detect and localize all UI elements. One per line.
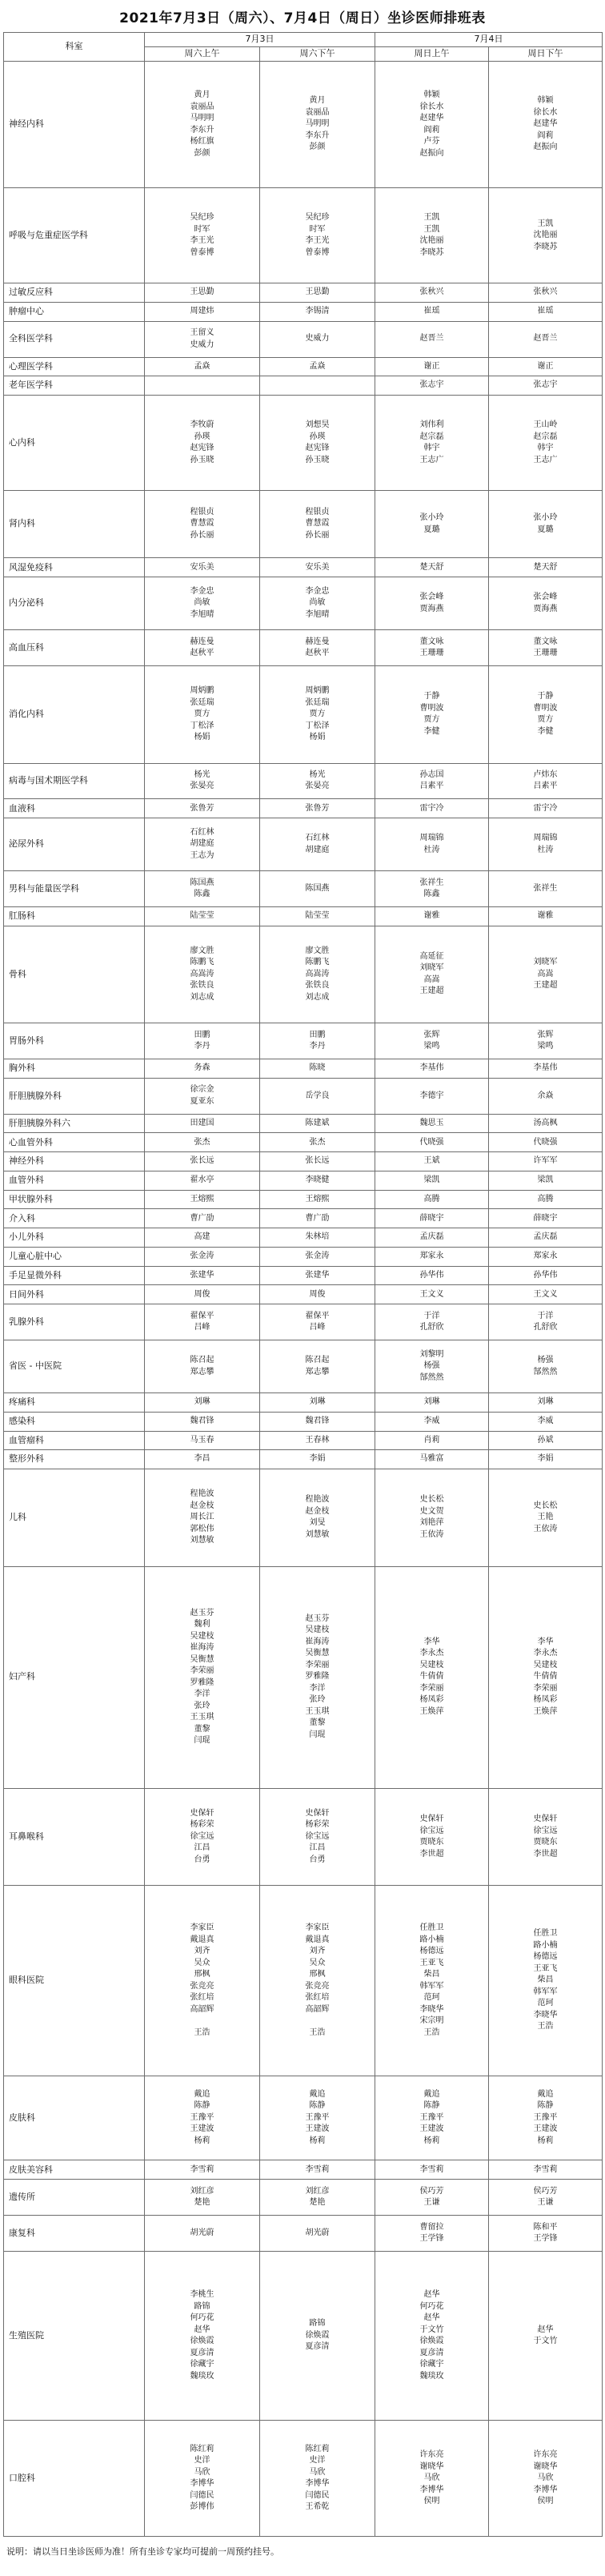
table-row [4, 1340, 603, 1393]
table-row [4, 1209, 603, 1228]
doctor-cell: 翟保平 吕峰 [145, 1304, 260, 1340]
doctor-cell: 杨强 郜然然 [489, 1340, 603, 1393]
doctor-cell: 李家臣 戴退真 刘齐 吴众 邢枫 张竞亮 张红培 高韶辉 王浩 [145, 1886, 260, 2076]
dept-cell: 甲状腺外科 [4, 1190, 145, 1209]
dept-cell: 感染科 [4, 1412, 145, 1431]
doctor-cell: 许军军 [489, 1152, 603, 1171]
doctor-cell: 史长松 史文贺 刘艳萍 王依涛 [375, 1469, 489, 1566]
doctor-cell: 杨光 张晏亮 [145, 763, 260, 799]
dept-cell: 高血压科 [4, 630, 145, 666]
doctor-cell: 崔瑶 [489, 302, 603, 321]
dept-cell: 泌尿外科 [4, 818, 145, 871]
doctor-cell: 张长远 [260, 1152, 375, 1171]
doctor-cell: 李德宇 [375, 1078, 489, 1114]
doctor-cell: 徐宗金 夏亚东 [145, 1078, 260, 1114]
doctor-cell: 李雪莉 [489, 2160, 603, 2180]
dept-cell: 儿科 [4, 1469, 145, 1566]
doctor-cell: 李雪莉 [260, 2160, 375, 2180]
table-row [4, 2076, 603, 2160]
doctor-cell: 韩颖 徐长水 赵建华 阎莉 卢芬 赵振向 [375, 62, 489, 188]
doctor-cell: 胡光蔚 [260, 2216, 375, 2252]
doctor-cell: 刘红彦 楚艳 [260, 2180, 375, 2216]
schedule-table [3, 32, 603, 2537]
doctor-cell: 梁凯 [489, 1171, 603, 1190]
doctor-cell: 史保轩 徐宝远 贾晓东 李世超 [375, 1788, 489, 1885]
doctor-cell: 代晓强 [375, 1133, 489, 1152]
doctor-cell: 李金忠 尚敏 李旭晴 [145, 577, 260, 630]
table-row [4, 1133, 603, 1152]
dept-cell: 呼吸与危重症医学科 [4, 188, 145, 283]
table-row [4, 1304, 603, 1340]
table-row [4, 2251, 603, 2420]
doctor-cell: 雷宇冷 [489, 799, 603, 818]
doctor-cell: 孙斌 [489, 1431, 603, 1450]
doctor-cell: 许东亮 谢晓华 马欣 李博华 侯明 [489, 2421, 603, 2537]
doctor-cell: 周建炜 [145, 302, 260, 321]
table-row [4, 1078, 603, 1114]
dept-cell: 耳鼻喉科 [4, 1788, 145, 1885]
table-row [4, 490, 603, 558]
doctor-cell: 李娟 [489, 1450, 603, 1469]
table-row [4, 666, 603, 763]
doctor-cell: 务森 [145, 1059, 260, 1079]
doctor-cell: 张会峰 贾海燕 [375, 577, 489, 630]
doctor-cell: 孟庆磊 [375, 1228, 489, 1248]
doctor-cell: 谢正 [489, 357, 603, 376]
doctor-cell: 李晓健 [260, 1171, 375, 1190]
header-slot: 周日下午 [489, 47, 603, 62]
table-row [4, 577, 603, 630]
doctor-cell: 周瑞锦 杜涛 [375, 818, 489, 871]
doctor-cell: 安乐美 [260, 558, 375, 577]
doctor-cell: 于静 曹明波 贾方 李健 [489, 666, 603, 763]
doctor-cell: 陈建斌 [260, 1114, 375, 1133]
table-row [4, 799, 603, 818]
doctor-cell: 朱林培 [260, 1228, 375, 1248]
doctor-cell: 石红林 胡建庭 [260, 818, 375, 871]
doctor-cell: 王思勤 [145, 283, 260, 303]
doctor-cell: 翟水亭 [145, 1171, 260, 1190]
doctor-cell: 周俊 [145, 1285, 260, 1304]
table-row [4, 871, 603, 907]
doctor-cell: 于静 曹明波 贾方 李健 [375, 666, 489, 763]
doctor-cell: 李基伟 [489, 1059, 603, 1079]
header-slot: 周六上午 [145, 47, 260, 62]
doctor-cell: 张辉 梁鸣 [489, 1023, 603, 1059]
table-row [4, 1788, 603, 1885]
doctor-cell: 张鲁芳 [260, 799, 375, 818]
table-row [4, 1228, 603, 1248]
doctor-cell: 李锡清 [260, 302, 375, 321]
doctor-cell: 王留义 史威力 [145, 321, 260, 357]
doctor-cell: 魏君锋 [145, 1412, 260, 1431]
doctor-cell: 石红林 胡建庭 王志为 [145, 818, 260, 871]
table-row [4, 1450, 603, 1469]
doctor-cell: 史威力 [260, 321, 375, 357]
doctor-cell: 薛晓宇 [375, 1209, 489, 1228]
table-row [4, 630, 603, 666]
table-row [4, 1469, 603, 1566]
table-row [4, 1171, 603, 1190]
doctor-cell: 陈国燕 陈鑫 [145, 871, 260, 907]
table-row [4, 1266, 603, 1285]
dept-cell: 骨科 [4, 926, 145, 1023]
dept-cell: 康复科 [4, 2216, 145, 2252]
doctor-cell: 曹广劭 [145, 1209, 260, 1228]
doctor-cell: 高腾 [375, 1190, 489, 1209]
footnote: 说明：请以当日坐诊医师为准！所有坐诊专家均可提前一周预约挂号。 [6, 2546, 279, 2557]
table-row [4, 1393, 603, 1413]
table-row [4, 558, 603, 577]
doctor-cell: 张秋兴 [489, 283, 603, 303]
dept-cell: 心理医学科 [4, 357, 145, 376]
dept-cell: 疼痛科 [4, 1393, 145, 1413]
doctor-cell: 李雪莉 [375, 2160, 489, 2180]
doctor-cell: 刘琳 [489, 1393, 603, 1413]
dept-cell: 消化内科 [4, 666, 145, 763]
table-row [4, 926, 603, 1023]
doctor-cell: 程银贞 曹慧霞 孙长丽 [260, 490, 375, 558]
dept-cell: 心血管外科 [4, 1133, 145, 1152]
doctor-cell: 赵华 于文竹 [489, 2251, 603, 2420]
doctor-cell: 黄月 袁丽品 马明明 李东升 彭颜 [260, 62, 375, 188]
table-row [4, 283, 603, 303]
dept-cell: 心内科 [4, 396, 145, 491]
doctor-cell: 曹广劭 [260, 1209, 375, 1228]
doctor-cell: 赵玉芬 魏利 吴建枝 崔海涛 吴衡慧 李荣丽 罗雅隆 李洋 张玲 王玉琪 董黎 闫琨 [145, 1566, 260, 1788]
doctor-cell: 张金涛 [145, 1247, 260, 1266]
dept-cell: 介入科 [4, 1209, 145, 1228]
doctor-cell: 李家臣 戴退真 刘齐 吴众 邢枫 张竞亮 张红培 高韶辉 王浩 [260, 1886, 375, 2076]
doctor-cell: 魏思玉 [375, 1114, 489, 1133]
dept-cell: 病毒与国术期医学科 [4, 763, 145, 799]
doctor-cell: 翟保平 吕峰 [260, 1304, 375, 1340]
dept-cell: 过敏反应科 [4, 283, 145, 303]
doctor-cell: 张金涛 [260, 1247, 375, 1266]
table-row [4, 1886, 603, 2076]
doctor-cell: 刘琳 [260, 1393, 375, 1413]
dept-cell: 口腔科 [4, 2421, 145, 2537]
doctor-cell: 张志宇 [489, 376, 603, 396]
doctor-cell: 吴纪珍 时军 李王光 曾泰博 [260, 188, 375, 283]
doctor-cell: 陈国燕 [260, 871, 375, 907]
doctor-cell: 赵晋兰 [489, 321, 603, 357]
doctor-cell [145, 376, 260, 396]
table-row [4, 62, 603, 188]
dept-cell: 血管外科 [4, 1171, 145, 1190]
doctor-cell: 周炳鹏 张廷瑞 贾方 丁松泽 杨娟 [145, 666, 260, 763]
doctor-cell: 程艳波 赵金枝 刘旻 刘慧敏 [260, 1469, 375, 1566]
doctor-cell: 韩颖 徐长水 赵建华 阎莉 赵振向 [489, 62, 603, 188]
doctor-cell: 赵华 何巧花 赵华 于文竹 徐焕霞 夏彦清 徐藏宇 魏琰玫 [375, 2251, 489, 2420]
table-row [4, 2216, 603, 2252]
doctor-cell: 梁凯 [375, 1171, 489, 1190]
table-row [4, 396, 603, 491]
doctor-cell: 孙华伟 [375, 1266, 489, 1285]
doctor-cell: 程艳波 赵金枝 周长江 郭松伟 刘慧敏 [145, 1469, 260, 1566]
doctor-cell: 张建华 [145, 1266, 260, 1285]
table-row [4, 1431, 603, 1450]
doctor-cell: 周炳鹏 张廷瑞 贾方 丁松泽 杨娟 [260, 666, 375, 763]
doctor-cell: 代晓强 [489, 1133, 603, 1152]
dept-cell: 省医 - 中医院 [4, 1340, 145, 1393]
doctor-cell: 薛晓宇 [489, 1209, 603, 1228]
doctor-cell: 刘伟利 赵宗磊 韩宇 王志广 [375, 396, 489, 491]
doctor-cell: 吴纪珍 时军 李王光 曾泰博 [145, 188, 260, 283]
dept-cell: 血液科 [4, 799, 145, 818]
doctor-cell: 田建国 [145, 1114, 260, 1133]
doctor-cell: 许东亮 谢晓华 马欣 李博华 侯明 [375, 2421, 489, 2537]
doctor-cell: 刘黎明 杨强 郜然然 [375, 1340, 489, 1393]
doctor-cell: 楚天舒 [375, 558, 489, 577]
dept-cell: 血管瘤科 [4, 1431, 145, 1450]
doctor-cell: 张杰 [145, 1133, 260, 1152]
doctor-cell: 陈召起 郑志攀 [260, 1340, 375, 1393]
dept-cell: 胃肠外科 [4, 1023, 145, 1059]
dept-cell: 老年医学科 [4, 376, 145, 396]
doctor-cell: 陈和平 王学锋 [489, 2216, 603, 2252]
doctor-cell: 郑家永 [489, 1247, 603, 1266]
doctor-cell: 于洋 孔舒欣 [375, 1304, 489, 1340]
doctor-cell: 戴追 陈静 王豫平 王建波 杨莉 [375, 2076, 489, 2160]
doctor-cell: 王熔熙 [260, 1190, 375, 1209]
doctor-cell: 李桃生 路锦 何巧花 赵华 徐焕霞 夏彦清 徐藏宇 魏琰玫 [145, 2251, 260, 2420]
doctor-cell: 廖文胜 陈鹏飞 高嵩涛 张铁良 刘志成 [145, 926, 260, 1023]
doctor-cell: 张志宇 [375, 376, 489, 396]
doctor-cell: 戴追 陈静 王豫平 王建波 杨莉 [260, 2076, 375, 2160]
table-row [4, 2160, 603, 2180]
dept-cell: 儿童心脏中心 [4, 1247, 145, 1266]
doctor-cell: 张杰 [260, 1133, 375, 1152]
doctor-cell: 张祥生 陈鑫 [375, 871, 489, 907]
doctor-cell: 孟焱 [260, 357, 375, 376]
doctor-cell: 董文咏 王珊珊 [489, 630, 603, 666]
doctor-cell: 张长远 [145, 1152, 260, 1171]
doctor-cell: 任胜卫 路小楠 杨德远 王亚飞 柴昌 韩军军 范珂 李晓华 王浩 [489, 1886, 603, 2076]
table-row [4, 1152, 603, 1171]
dept-cell: 整形外科 [4, 1450, 145, 1469]
doctor-cell: 岳学良 [260, 1078, 375, 1114]
doctor-cell: 马玉春 [145, 1431, 260, 1450]
table-row [4, 1114, 603, 1133]
table-row [4, 302, 603, 321]
doctor-cell: 侯巧芳 王谦 [489, 2180, 603, 2216]
doctor-cell: 陈晓 [260, 1059, 375, 1079]
dept-cell: 皮肤美容科 [4, 2160, 145, 2180]
doctor-cell: 陈红莉 史洋 马欣 李博华 闫德民 王希乾 [260, 2421, 375, 2537]
table-row [4, 763, 603, 799]
doctor-cell: 陆莹莹 [145, 907, 260, 926]
doctor-cell: 史长松 王艳 王依涛 [489, 1469, 603, 1566]
table-row [4, 1285, 603, 1304]
doctor-cell: 刘琳 [375, 1393, 489, 1413]
doctor-cell: 谢雅 [375, 907, 489, 926]
doctor-cell: 肖莉 [375, 1431, 489, 1450]
doctor-cell: 楚天舒 [489, 558, 603, 577]
doctor-cell: 张鲁芳 [145, 799, 260, 818]
header-day2: 7月4日 [375, 33, 603, 47]
doctor-cell: 李基伟 [375, 1059, 489, 1079]
dept-cell: 肝胆胰腺外科 [4, 1078, 145, 1114]
doctor-cell: 王山岭 赵宗磊 韩宇 王志广 [489, 396, 603, 491]
table-row [4, 1059, 603, 1079]
header-dept: 科室 [4, 33, 145, 62]
dept-cell: 肿瘤中心 [4, 302, 145, 321]
doctor-cell: 王文义 [375, 1285, 489, 1304]
dept-cell: 全科医学科 [4, 321, 145, 357]
doctor-cell: 张建华 [260, 1266, 375, 1285]
doctor-cell: 田鹏 李丹 [145, 1023, 260, 1059]
doctor-cell: 刘红彦 楚艳 [145, 2180, 260, 2216]
doctor-cell: 王春林 [260, 1431, 375, 1450]
dept-cell: 神经外科 [4, 1152, 145, 1171]
doctor-cell: 赫连曼 赵秋平 [260, 630, 375, 666]
doctor-cell: 张小玲 夏璐 [489, 490, 603, 558]
doctor-cell: 廖文胜 陈鹏飞 高嵩涛 张铁良 刘志成 [260, 926, 375, 1023]
page-title: 2021年7月3日（周六）、7月4日（周日）坐诊医师排班表 [119, 10, 486, 26]
dept-cell: 风湿免疫科 [4, 558, 145, 577]
dept-cell: 眼科医院 [4, 1886, 145, 2076]
doctor-cell: 张小玲 夏璐 [375, 490, 489, 558]
doctor-cell: 李华 李永杰 吴建枝 牛倩倩 李荣丽 杨凤彩 王焕萍 [375, 1566, 489, 1788]
dept-cell: 手足显微外科 [4, 1266, 145, 1285]
doctor-cell: 李昌 [145, 1450, 260, 1469]
doctor-cell: 李雪莉 [145, 2160, 260, 2180]
dept-cell: 乳腺外科 [4, 1304, 145, 1340]
doctor-cell: 孙志国 吕素平 [375, 763, 489, 799]
doctor-cell: 戴追 陈静 王豫平 王建波 杨莉 [145, 2076, 260, 2160]
doctor-cell: 王凯 王凯 沈艳丽 李晓苏 [375, 188, 489, 283]
table-row [4, 1412, 603, 1431]
table-row [4, 1566, 603, 1788]
doctor-cell: 张会峰 贾海燕 [489, 577, 603, 630]
header-slot: 周六下午 [260, 47, 375, 62]
doctor-cell: 李牧蔚 孙瑛 赵宪锋 孙玉晓 [145, 396, 260, 491]
doctor-cell: 胡光蔚 [145, 2216, 260, 2252]
table-row [4, 907, 603, 926]
doctor-cell: 王斌 [375, 1152, 489, 1171]
dept-cell: 日间外科 [4, 1285, 145, 1304]
doctor-cell: 张秋兴 [375, 283, 489, 303]
doctor-cell: 任胜卫 路小楠 杨德远 王亚飞 柴昌 韩军军 范珂 李晓华 宋宗明 王浩 [375, 1886, 489, 2076]
table-row [4, 1023, 603, 1059]
doctor-cell: 安乐美 [145, 558, 260, 577]
doctor-cell: 李金忠 尚敏 李旭晴 [260, 577, 375, 630]
schedule-body [4, 62, 603, 2537]
doctor-cell: 史保轩 徐宝远 贾晓东 李世超 [489, 1788, 603, 1885]
dept-cell: 肝胆胰腺外科六 [4, 1114, 145, 1133]
doctor-cell: 汤高枫 [489, 1114, 603, 1133]
dept-cell: 肾内科 [4, 490, 145, 558]
doctor-cell: 陈红莉 史洋 马欣 李博华 闫德民 彭博伟 [145, 2421, 260, 2537]
doctor-cell: 李威 [375, 1412, 489, 1431]
doctor-cell: 赫连曼 赵秋平 [145, 630, 260, 666]
doctor-cell: 魏君锋 [260, 1412, 375, 1431]
doctor-cell: 雷宇冷 [375, 799, 489, 818]
doctor-cell: 刘晓军 高嵩 王建超 [489, 926, 603, 1023]
doctor-cell: 马雅富 [375, 1450, 489, 1469]
doctor-cell: 王思勤 [260, 283, 375, 303]
doctor-cell [260, 376, 375, 396]
doctor-cell: 杨光 张晏亮 [260, 763, 375, 799]
dept-cell: 妇产科 [4, 1566, 145, 1788]
doctor-cell: 王凯 沈艳丽 李晓苏 [489, 188, 603, 283]
doctor-cell: 黄月 袁丽品 马明明 李东升 杨红旗 彭颜 [145, 62, 260, 188]
doctor-cell: 赵晋兰 [375, 321, 489, 357]
doctor-cell: 周瑞锦 杜涛 [489, 818, 603, 871]
doctor-cell: 田鹏 李丹 [260, 1023, 375, 1059]
table-row [4, 1190, 603, 1209]
doctor-cell: 路锦 徐焕霞 夏彦清 [260, 2251, 375, 2420]
doctor-cell: 孟庆磊 [489, 1228, 603, 1248]
table-row [4, 1247, 603, 1266]
doctor-cell: 史保轩 杨彩荣 徐宝远 江昌 台勇 [260, 1788, 375, 1885]
doctor-cell: 余焱 [489, 1078, 603, 1114]
doctor-cell: 程银贞 曹慧霞 孙长丽 [145, 490, 260, 558]
doctor-cell: 郑家永 [375, 1247, 489, 1266]
table-row [4, 357, 603, 376]
dept-cell: 胸外科 [4, 1059, 145, 1079]
doctor-cell: 李威 [489, 1412, 603, 1431]
table-row [4, 2421, 603, 2537]
dept-cell: 遗传所 [4, 2180, 145, 2216]
doctor-cell: 高腾 [489, 1190, 603, 1209]
header-day1: 7月3日 [145, 33, 375, 47]
header-slot: 周日上午 [375, 47, 489, 62]
dept-cell: 皮肤科 [4, 2076, 145, 2160]
table-row [4, 321, 603, 357]
doctor-cell: 孙华伟 [489, 1266, 603, 1285]
table-row [4, 818, 603, 871]
doctor-cell: 张祥生 [489, 871, 603, 907]
table-row [4, 188, 603, 283]
doctor-cell: 谢正 [375, 357, 489, 376]
doctor-cell: 曹留拉 王学锋 [375, 2216, 489, 2252]
doctor-cell: 王熔熙 [145, 1190, 260, 1209]
dept-cell: 内分泌科 [4, 577, 145, 630]
doctor-cell: 高延征 刘晓军 高嵩 王建超 [375, 926, 489, 1023]
doctor-cell: 崔瑶 [375, 302, 489, 321]
doctor-cell: 孟焱 [145, 357, 260, 376]
doctor-cell: 侯巧芳 王谦 [375, 2180, 489, 2216]
doctor-cell: 周俊 [260, 1285, 375, 1304]
doctor-cell: 李华 李永杰 吴建枝 牛倩倩 李荣丽 杨凤彩 王焕萍 [489, 1566, 603, 1788]
doctor-cell: 赵玉芬 吴建枝 崔海涛 吴衡慧 李荣丽 罗雅隆 李洋 张玲 王玉琪 董黎 闫琨 [260, 1566, 375, 1788]
doctor-cell: 高建 [145, 1228, 260, 1248]
dept-cell: 神经内科 [4, 62, 145, 188]
doctor-cell: 李娟 [260, 1450, 375, 1469]
dept-cell: 生殖医院 [4, 2251, 145, 2420]
table-row [4, 376, 603, 396]
doctor-cell: 刘琳 [145, 1393, 260, 1413]
table-row [4, 2180, 603, 2216]
doctor-cell: 谢雅 [489, 907, 603, 926]
doctor-cell: 王文义 [489, 1285, 603, 1304]
doctor-cell: 戴追 陈静 王豫平 王建波 杨莉 [489, 2076, 603, 2160]
doctor-cell: 于洋 孔舒欣 [489, 1304, 603, 1340]
doctor-cell: 史保轩 杨彩荣 徐宝远 江昌 台勇 [145, 1788, 260, 1885]
doctor-cell: 刘想昊 孙瑛 赵宪锋 孙玉晓 [260, 396, 375, 491]
dept-cell: 小儿外科 [4, 1228, 145, 1248]
doctor-cell: 张辉 梁鸣 [375, 1023, 489, 1059]
dept-cell: 肛肠科 [4, 907, 145, 926]
dept-cell: 男科与能量医学科 [4, 871, 145, 907]
doctor-cell: 董文咏 王珊珊 [375, 630, 489, 666]
doctor-cell: 陆莹莹 [260, 907, 375, 926]
doctor-cell: 陈召起 郑志攀 [145, 1340, 260, 1393]
doctor-cell: 卢炜东 吕素平 [489, 763, 603, 799]
